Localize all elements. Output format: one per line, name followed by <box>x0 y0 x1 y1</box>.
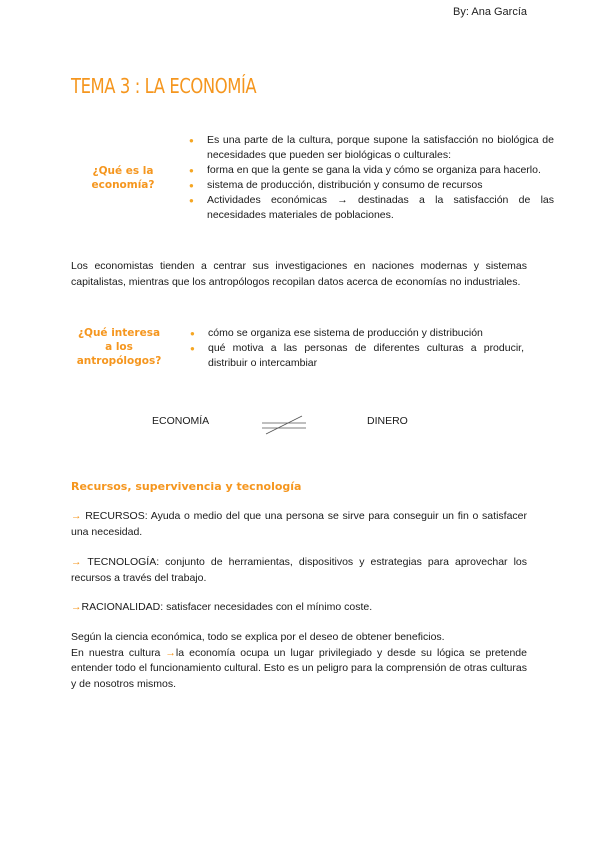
economy-definition-list <box>189 133 554 223</box>
anthropology-interest-list <box>190 326 524 371</box>
page-title: TEMA 3 : LA ECONOMÍA <box>71 74 257 98</box>
list-item: ● qué motiva a las personas de diferentes culturas a producir, distribuir o intercambiar <box>190 341 524 371</box>
closing-paragraph: Según la ciencia económica, todo se explica por el deseo de obtener beneficios. En nuestra cultura →la economía ocupa un lugar privilegiado y desde su lógica se pretende entender todo el funcionamiento cultural. Esto es un peligro para la comprensión de otras culturas y de nosotros mismos. <box>71 631 527 690</box>
section-title: Recursos, supervivencia y tecnología <box>71 480 302 493</box>
author-line: By: Ana García <box>453 6 527 18</box>
economists-paragraph: Los economistas tienden a centrar sus investigaciones en naciones modernas y sistemas capitalistas, mientras que los antropólogos recopilan datos acerca de economías no industriales. <box>71 260 527 288</box>
list-item: ● forma en que la gente se gana la vida y cómo se organiza para hacerlo. <box>189 163 554 178</box>
definition-resources: → RECURSOS: Ayuda o medio del que una persona se sirve para conseguir un fin o satisfacer una necesidad. <box>71 510 527 538</box>
list-item: ● Es una parte de la cultura, porque supone la satisfacción no biológica de necesidades que pueden ser biológicas o culturales: <box>189 133 554 163</box>
definition-technology: → TECNOLOGÍA: conjunto de herramientas, dispositivos y estrategias para aprovechar los recursos a través del trabajo. <box>71 556 527 584</box>
arrow-icon: → <box>71 556 82 568</box>
definition-rationality: →RACIONALIDAD: satisfacer necesidades con el mínimo coste. <box>71 601 373 613</box>
not-equal-icon <box>260 412 308 436</box>
question-what-is-economy: ¿Qué es la economía? <box>91 165 155 191</box>
diagram-economy-label: ECONOMÍA <box>152 415 210 427</box>
arrow-icon: → <box>165 646 176 659</box>
list-item: ● sistema de producción, distribución y consumo de recursos <box>189 178 554 193</box>
list-item: ● cómo se organiza ese sistema de producción y distribución <box>190 326 524 341</box>
list-item: ● Actividades económicas → destinadas a la satisfacción de las necesidades materiales de poblaciones. <box>189 193 554 223</box>
diagram-money-label: DINERO <box>367 415 408 427</box>
arrow-icon: → <box>71 601 82 613</box>
question-anthropologists-interest: ¿Qué interesa a los antropólogos? <box>76 327 162 367</box>
arrow-icon: → <box>71 510 82 522</box>
